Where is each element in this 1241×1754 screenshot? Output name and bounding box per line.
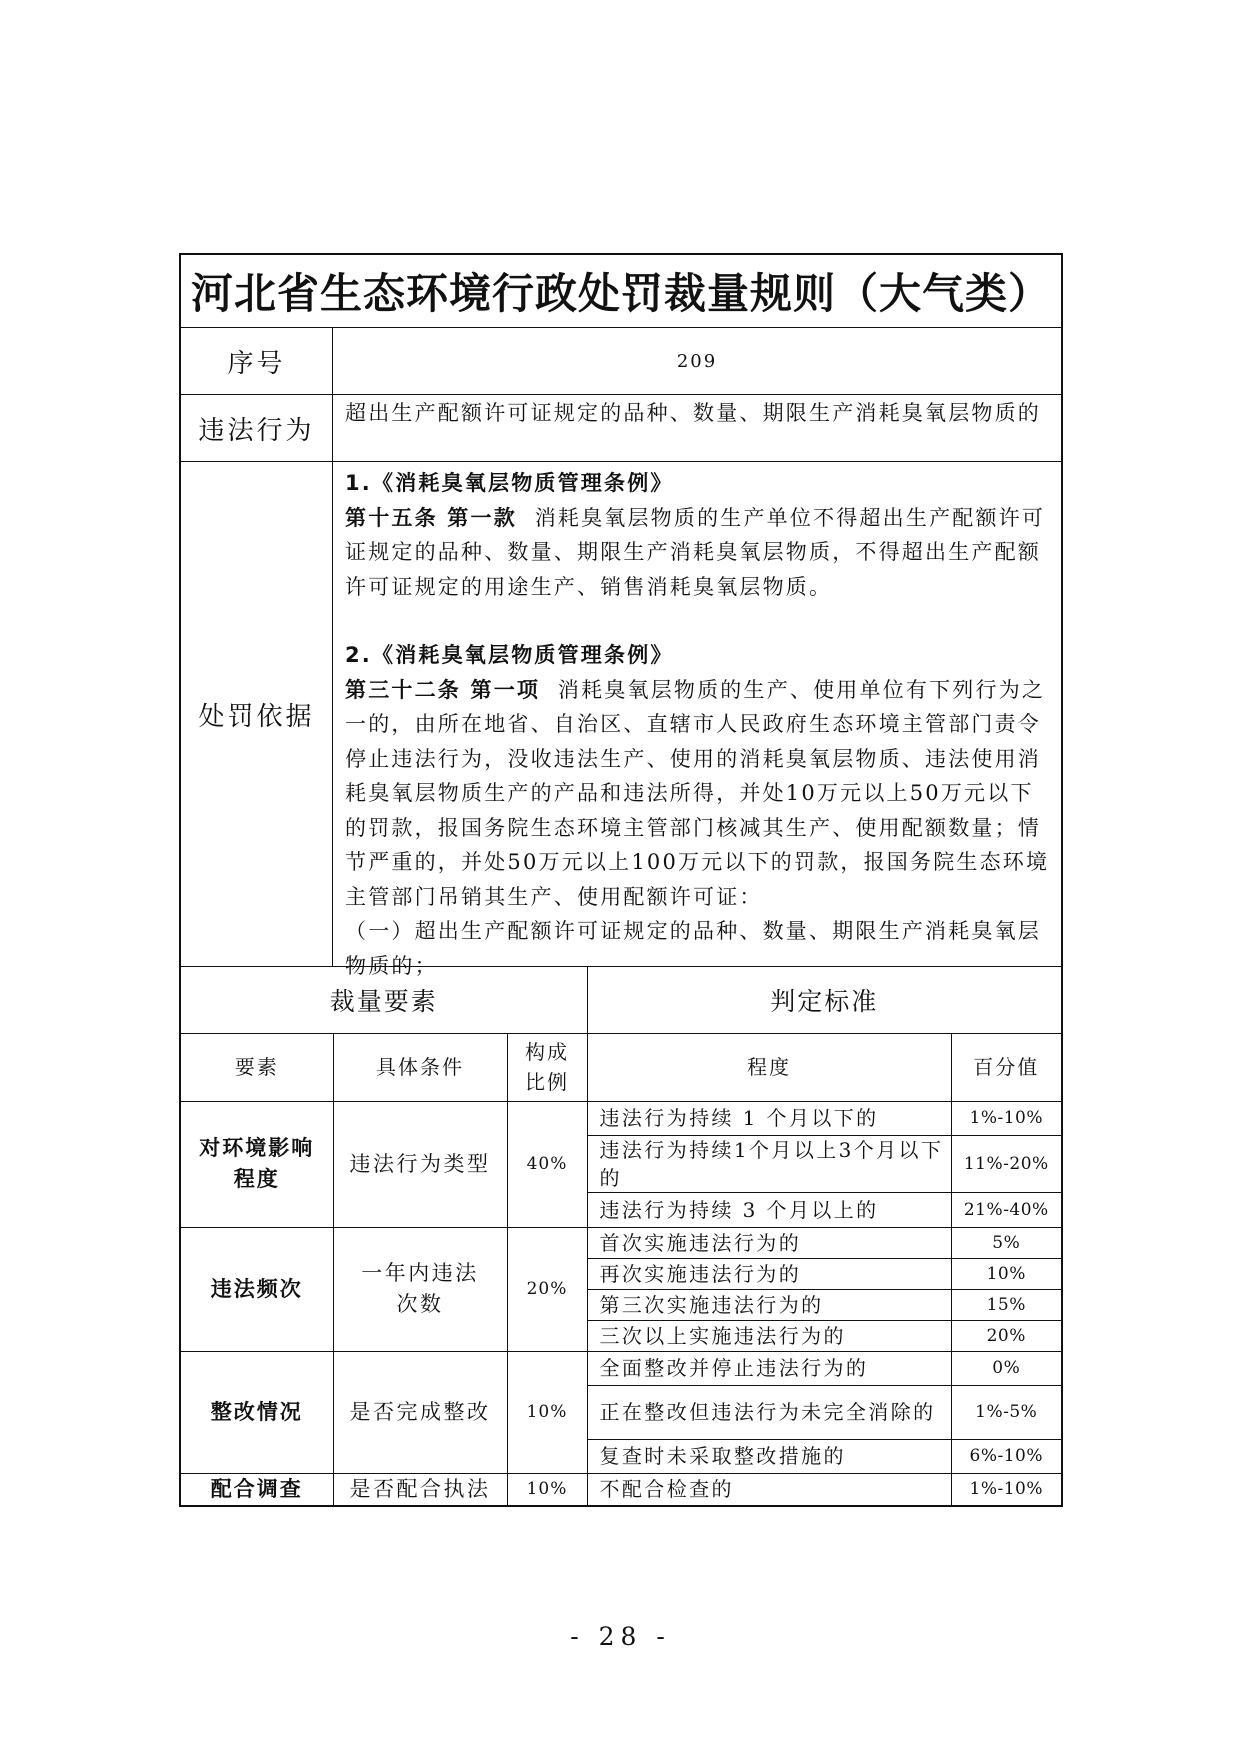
ratio-cell: 20% xyxy=(507,1227,587,1351)
basis-item2-article: 第三十二条 第一项 xyxy=(345,677,541,702)
percent-cell: 6%-10% xyxy=(951,1439,1061,1473)
basis-item2-body xyxy=(345,673,1051,915)
basis-item1-body xyxy=(345,501,1051,605)
degree-cell: 首次实施违法行为的 xyxy=(587,1227,951,1258)
violation-label: 违法行为 xyxy=(181,395,333,461)
factor-cell: 违法频次 xyxy=(181,1227,333,1351)
basis-row xyxy=(181,462,1061,978)
factor-cell: 对环境影响程度 xyxy=(181,1101,333,1227)
percent-cell: 20% xyxy=(951,1320,1061,1351)
rule-sheet xyxy=(179,253,1063,1507)
percent-cell: 1%-10% xyxy=(951,1473,1061,1505)
seq-row xyxy=(181,328,1061,395)
page-number: - 28 - xyxy=(570,1622,671,1651)
degree-cell: 不配合检查的 xyxy=(587,1473,951,1505)
basis-label: 处罚依据 xyxy=(181,462,333,966)
head-factors: 裁量要素 xyxy=(181,967,587,1033)
basis-item2-title: 2.《消耗臭氧层物质管理条例》 xyxy=(345,643,674,667)
percent-cell: 1%-5% xyxy=(951,1385,1061,1439)
degree-cell: 违法行为持续 1 个月以下的 xyxy=(587,1101,951,1135)
percent-cell: 0% xyxy=(951,1351,1061,1385)
degree-cell: 全面整改并停止违法行为的 xyxy=(587,1351,951,1385)
basis-item2-sub: （一）超出生产配额许可证规定的品种、数量、期限生产消耗臭氧层物质的； xyxy=(345,919,1041,978)
table-row xyxy=(181,1227,1061,1258)
degree-cell: 第三次实施违法行为的 xyxy=(587,1289,951,1320)
basis-item1-text: 消耗臭氧层物质的生产单位不得超出生产配额许可证规定的品种、数量、期限生产消耗臭氧层物质，不得超出生产配额许可证规定的用途生产、销售消耗臭氧层物质。 xyxy=(345,505,1046,599)
basis-item1-title: 1.《消耗臭氧层物质管理条例》 xyxy=(345,471,674,495)
document-title: 河北省生态环境行政处罚裁量规则（大气类） xyxy=(181,255,1061,328)
percent-cell: 21%-40% xyxy=(951,1192,1061,1227)
percent-cell: 11%-20% xyxy=(951,1135,1061,1192)
seq-value: 209 xyxy=(676,350,718,372)
table-row xyxy=(181,1351,1061,1385)
col-degree: 程度 xyxy=(587,1033,951,1101)
condition-cell: 是否完成整改 xyxy=(333,1351,507,1473)
ratio-cell: 10% xyxy=(507,1351,587,1473)
percent-cell: 1%-10% xyxy=(951,1101,1061,1135)
violation-text: 超出生产配额许可证规定的品种、数量、期限生产消耗臭氧层物质的 xyxy=(345,401,1041,425)
condition-cell: 违法行为类型 xyxy=(333,1101,507,1227)
degree-cell: 违法行为持续1个月以上3个月以下的 xyxy=(587,1135,951,1192)
col-ratio: 构成比例 xyxy=(507,1033,587,1101)
col-factor: 要素 xyxy=(181,1033,333,1101)
degree-cell: 正在整改但违法行为未完全消除的 xyxy=(587,1385,951,1439)
condition-cell: 一年内违法次数 xyxy=(333,1227,507,1351)
violation-row xyxy=(181,395,1061,462)
seq-label: 序号 xyxy=(181,328,333,394)
col-condition: 具体条件 xyxy=(333,1033,507,1101)
degree-cell: 再次实施违法行为的 xyxy=(587,1258,951,1289)
factor-cell: 配合调查 xyxy=(181,1473,333,1505)
basis-item2-text: 消耗臭氧层物质的生产、使用单位有下列行为之一的，由所在地省、自治区、直辖市人民政府生态环境主管部门责令停止违法行为，没收违法生产、使用的消耗臭氧层物质、违法使用消耗臭氧层物质生产的产品和违法所得，并处10万元以上50万元以下的罚款，报国务院生态环境主管部门核减其生产、使用配额数量；情节严重的，并处50万元以上100万元以下的罚款，报国务院生态环境主管部门吊销其生产、使用配额许可证： xyxy=(345,677,1050,909)
ratio-cell: 40% xyxy=(507,1101,587,1227)
percent-cell: 10% xyxy=(951,1258,1061,1289)
col-percent: 百分值 xyxy=(951,1033,1061,1101)
discretion-table xyxy=(181,967,1061,1505)
degree-cell: 复查时未采取整改措施的 xyxy=(587,1439,951,1473)
condition-cell: 是否配合执法 xyxy=(333,1473,507,1505)
basis-item1-article: 第十五条 第一款 xyxy=(345,505,517,530)
percent-cell: 15% xyxy=(951,1289,1061,1320)
table-row xyxy=(181,1473,1061,1505)
degree-cell: 违法行为持续 3 个月以上的 xyxy=(587,1192,951,1227)
degree-cell: 三次以上实施违法行为的 xyxy=(587,1320,951,1351)
head-standard: 判定标准 xyxy=(587,967,1061,1033)
factor-cell: 整改情况 xyxy=(181,1351,333,1473)
basis-content xyxy=(333,462,1061,978)
percent-cell: 5% xyxy=(951,1227,1061,1258)
table-row xyxy=(181,1101,1061,1135)
ratio-cell: 10% xyxy=(507,1473,587,1505)
